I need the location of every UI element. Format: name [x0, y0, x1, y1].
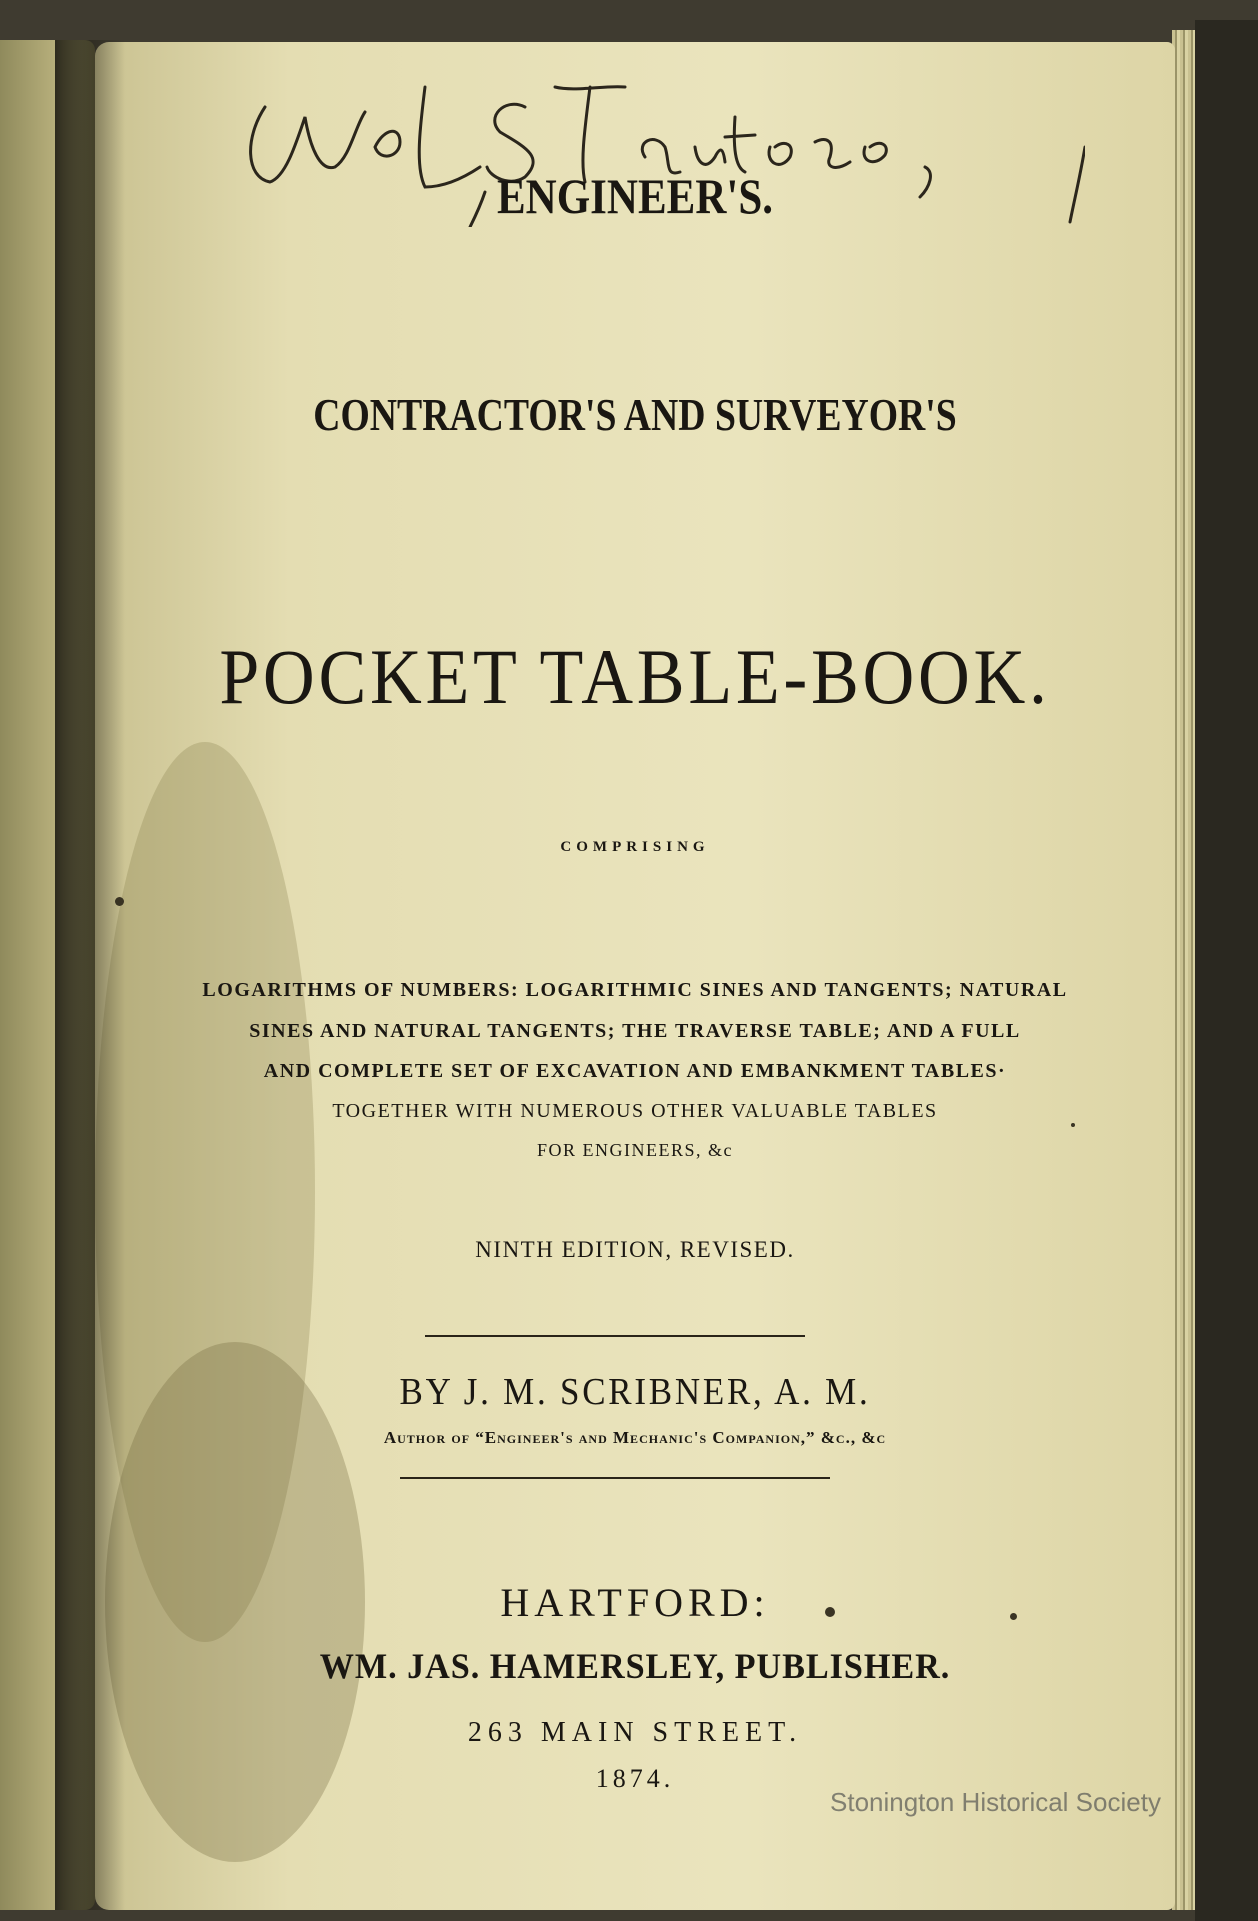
- divider-rule: [425, 1335, 805, 1337]
- ink-speck: [1071, 1123, 1075, 1127]
- description-line: LOGARITHMS OF NUMBERS: LOGARITHMIC SINES AND TANGENTS; NATURAL: [202, 979, 1068, 1001]
- comprising-label: COMPRISING: [560, 839, 710, 855]
- publication-year: 1874.: [595, 1764, 675, 1793]
- title-line-engineers: ENGINEER'S.: [496, 168, 774, 224]
- author-line: BY J. M. SCRIBNER, A. M.: [399, 1371, 871, 1413]
- book-title: POCKET TABLE-BOOK.: [219, 633, 1051, 720]
- description-line: TOGETHER WITH NUMEROUS OTHER VALUABLE TABLES: [332, 1100, 938, 1122]
- book-cover: [1195, 20, 1258, 1921]
- publication-city: HARTFORD:: [500, 1580, 770, 1625]
- title-page: [95, 42, 1175, 1910]
- description-line: FOR ENGINEERS, &c: [537, 1140, 733, 1160]
- title-line-contractors: CONTRACTOR'S AND SURVEYOR'S: [313, 389, 957, 440]
- author-credits: Author of “Engineer's and Mechanic's Companion,” &c., &c: [383, 1428, 887, 1447]
- publisher-name: WM. JAS. HAMERSLEY, PUBLISHER.: [319, 1646, 951, 1686]
- description-line: AND COMPLETE SET OF EXCAVATION AND EMBANKMENT TABLES·: [263, 1060, 1007, 1082]
- divider-rule: [400, 1477, 830, 1479]
- description-line: SINES AND NATURAL TANGENTS; THE TRAVERSE TABLE; AND A FULL: [249, 1020, 1021, 1042]
- edition-label: NINTH EDITION, REVISED.: [475, 1237, 795, 1262]
- spine-shadow: [55, 40, 125, 1910]
- publisher-address: 263 MAIN STREET.: [467, 1717, 803, 1748]
- watermark: Stonington Historical Society: [830, 1787, 1161, 1817]
